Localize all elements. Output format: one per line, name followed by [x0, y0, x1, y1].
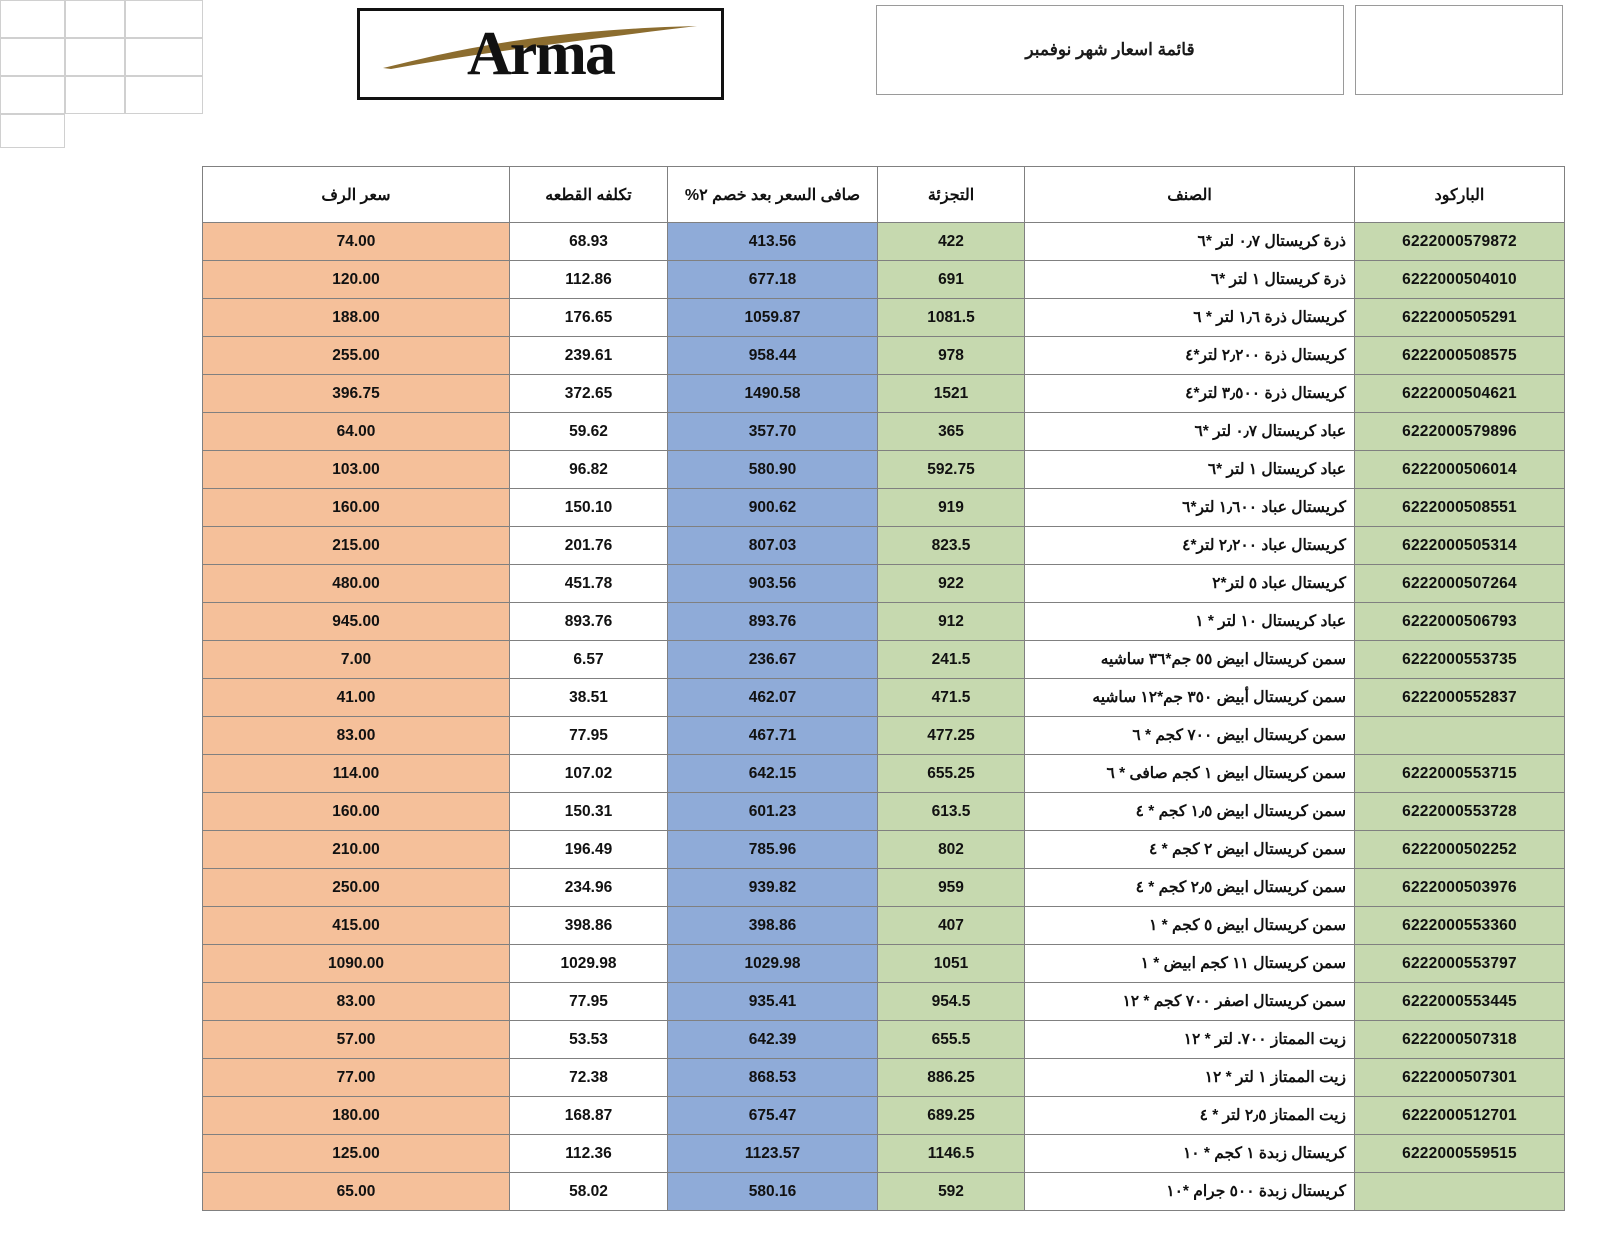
cell-net: 785.96 — [668, 831, 878, 869]
cell-name: كريستال زبدة ١ كجم * ١٠ — [1025, 1135, 1355, 1173]
cell-retail: 823.5 — [878, 527, 1025, 565]
cell-shelf: 83.00 — [203, 717, 510, 755]
cell-net: 580.16 — [668, 1173, 878, 1211]
table-row — [203, 679, 1565, 717]
table-row — [203, 413, 1565, 451]
cell-shelf: 180.00 — [203, 1097, 510, 1135]
col-header-name: الصنف — [1025, 167, 1355, 223]
table-row — [203, 1173, 1565, 1211]
cell-cost: 451.78 — [510, 565, 668, 603]
cell-name: كريستال ذرة ١٫٦ لتر * ٦ — [1025, 299, 1355, 337]
cell-barcode: 6222000502252 — [1355, 831, 1565, 869]
cell-barcode: 6222000553445 — [1355, 983, 1565, 1021]
cell-name: زيت الممتاز ٢٫٥ لتر * ٤ — [1025, 1097, 1355, 1135]
cell-cost: 201.76 — [510, 527, 668, 565]
cell-net: 462.07 — [668, 679, 878, 717]
cell-net: 398.86 — [668, 907, 878, 945]
table-row — [203, 1021, 1565, 1059]
table-row — [203, 983, 1565, 1021]
cell-shelf: 74.00 — [203, 223, 510, 261]
cell-retail: 655.5 — [878, 1021, 1025, 1059]
cell-barcode: 6222000579872 — [1355, 223, 1565, 261]
cell-retail: 959 — [878, 869, 1025, 907]
cell-retail: 471.5 — [878, 679, 1025, 717]
cell-net: 868.53 — [668, 1059, 878, 1097]
cell-name: ذرة كريستال ١ لتر *٦ — [1025, 261, 1355, 299]
cell-net: 642.15 — [668, 755, 878, 793]
page-title: قائمة اسعار شهر نوفمبر — [876, 5, 1344, 95]
cell-cost: 77.95 — [510, 983, 668, 1021]
cell-name: سمن كريستال ابيض ٥٥ جم*٣٦ ساشيه — [1025, 641, 1355, 679]
cell-retail: 422 — [878, 223, 1025, 261]
cell-name: زيت الممتاز ٧٠٠. لتر * ١٢ — [1025, 1021, 1355, 1059]
cell-cost: 59.62 — [510, 413, 668, 451]
cell-retail: 1081.5 — [878, 299, 1025, 337]
table-row — [203, 527, 1565, 565]
cell-net: 601.23 — [668, 793, 878, 831]
cell-shelf: 160.00 — [203, 489, 510, 527]
table-row — [203, 1059, 1565, 1097]
cell-shelf: 415.00 — [203, 907, 510, 945]
cell-retail: 1051 — [878, 945, 1025, 983]
cell-cost: 196.49 — [510, 831, 668, 869]
cell-net: 958.44 — [668, 337, 878, 375]
price-table — [202, 166, 1565, 1211]
cell-barcode: 6222000579896 — [1355, 413, 1565, 451]
cell-net: 1490.58 — [668, 375, 878, 413]
cell-name: سمن كريستال ابيض ٢ كجم * ٤ — [1025, 831, 1355, 869]
cell-cost: 893.76 — [510, 603, 668, 641]
cell-shelf: 210.00 — [203, 831, 510, 869]
cell-shelf: 945.00 — [203, 603, 510, 641]
cell-net: 580.90 — [668, 451, 878, 489]
cell-net: 357.70 — [668, 413, 878, 451]
empty-cell — [0, 76, 65, 114]
cell-name: كريستال عباد ٥ لتر*٢ — [1025, 565, 1355, 603]
cell-name: سمن كريستال ابيض ٧٠٠ كجم * ٦ — [1025, 717, 1355, 755]
table-row — [203, 299, 1565, 337]
table-row — [203, 261, 1565, 299]
cell-name: زيت الممتاز ١ لتر * ١٢ — [1025, 1059, 1355, 1097]
cell-cost: 38.51 — [510, 679, 668, 717]
cell-shelf: 125.00 — [203, 1135, 510, 1173]
cell-name: سمن كريستال ابيض ٥ كجم * ١ — [1025, 907, 1355, 945]
cell-cost: 53.53 — [510, 1021, 668, 1059]
cell-net: 675.47 — [668, 1097, 878, 1135]
table-row — [203, 565, 1565, 603]
cell-cost: 58.02 — [510, 1173, 668, 1211]
cell-shelf: 114.00 — [203, 755, 510, 793]
cell-shelf: 7.00 — [203, 641, 510, 679]
empty-cell — [65, 76, 125, 114]
table-row — [203, 641, 1565, 679]
cell-cost: 107.02 — [510, 755, 668, 793]
cell-barcode: 6222000503976 — [1355, 869, 1565, 907]
cell-net: 677.18 — [668, 261, 878, 299]
cell-cost: 96.82 — [510, 451, 668, 489]
cell-barcode — [1355, 717, 1565, 755]
cell-cost: 398.86 — [510, 907, 668, 945]
cell-shelf: 103.00 — [203, 451, 510, 489]
cell-net: 413.56 — [668, 223, 878, 261]
cell-name: سمن كريستال ١١ كجم ابيض * ١ — [1025, 945, 1355, 983]
price-table-container — [203, 166, 1565, 1211]
cell-barcode: 6222000553715 — [1355, 755, 1565, 793]
cell-retail: 241.5 — [878, 641, 1025, 679]
table-header-row — [203, 167, 1565, 223]
cell-name: سمن كريستال ابيض ٢٫٥ كجم * ٤ — [1025, 869, 1355, 907]
header-empty-box — [1355, 5, 1563, 95]
cell-net: 900.62 — [668, 489, 878, 527]
cell-shelf: 64.00 — [203, 413, 510, 451]
cell-barcode: 6222000553360 — [1355, 907, 1565, 945]
table-row — [203, 717, 1565, 755]
cell-shelf: 480.00 — [203, 565, 510, 603]
cell-barcode: 6222000507318 — [1355, 1021, 1565, 1059]
table-row — [203, 869, 1565, 907]
table-row — [203, 337, 1565, 375]
table-row — [203, 1097, 1565, 1135]
cell-name: سمن كريستال ابيض ١ كجم صافى * ٦ — [1025, 755, 1355, 793]
col-header-retail: التجزئة — [878, 167, 1025, 223]
cell-name: كريستال ذرة ٢٫٢٠٠ لتر*٤ — [1025, 337, 1355, 375]
cell-retail: 592 — [878, 1173, 1025, 1211]
cell-barcode: 6222000512701 — [1355, 1097, 1565, 1135]
cell-retail: 689.25 — [878, 1097, 1025, 1135]
cell-barcode: 6222000506793 — [1355, 603, 1565, 641]
cell-cost: 372.65 — [510, 375, 668, 413]
cell-name: عباد كريستال ١٠ لتر * ١ — [1025, 603, 1355, 641]
table-row — [203, 223, 1565, 261]
cell-shelf: 57.00 — [203, 1021, 510, 1059]
arma-logo — [357, 8, 724, 100]
logo-artwork — [371, 16, 711, 92]
cell-cost: 168.87 — [510, 1097, 668, 1135]
cell-retail: 919 — [878, 489, 1025, 527]
cell-shelf: 83.00 — [203, 983, 510, 1021]
cell-cost: 68.93 — [510, 223, 668, 261]
cell-retail: 802 — [878, 831, 1025, 869]
empty-cell — [125, 38, 203, 76]
cell-net: 1059.87 — [668, 299, 878, 337]
col-header-cost: تكلفه القطعه — [510, 167, 668, 223]
cell-shelf: 77.00 — [203, 1059, 510, 1097]
cell-shelf: 215.00 — [203, 527, 510, 565]
table-row — [203, 831, 1565, 869]
cell-net: 236.67 — [668, 641, 878, 679]
cell-shelf: 41.00 — [203, 679, 510, 717]
cell-name: كريستال عباد ٢٫٢٠٠ لتر*٤ — [1025, 527, 1355, 565]
cell-barcode: 6222000553797 — [1355, 945, 1565, 983]
cell-net: 903.56 — [668, 565, 878, 603]
cell-cost: 234.96 — [510, 869, 668, 907]
cell-retail: 691 — [878, 261, 1025, 299]
cell-name: كريستال عباد ١٫٦٠٠ لتر*٦ — [1025, 489, 1355, 527]
cell-retail: 1146.5 — [878, 1135, 1025, 1173]
logo-text: Arma — [467, 19, 614, 88]
empty-cell — [125, 76, 203, 114]
cell-net: 893.76 — [668, 603, 878, 641]
table-row — [203, 451, 1565, 489]
cell-retail: 365 — [878, 413, 1025, 451]
cell-barcode: 6222000553728 — [1355, 793, 1565, 831]
col-header-barcode: الباركود — [1355, 167, 1565, 223]
empty-cell — [0, 114, 65, 148]
cell-net: 935.41 — [668, 983, 878, 1021]
cell-retail: 922 — [878, 565, 1025, 603]
price-table-body — [203, 223, 1565, 1211]
cell-cost: 112.36 — [510, 1135, 668, 1173]
cell-shelf: 396.75 — [203, 375, 510, 413]
cell-name: سمن كريستال ابيض ١٫٥ كجم * ٤ — [1025, 793, 1355, 831]
cell-shelf: 188.00 — [203, 299, 510, 337]
cell-shelf: 250.00 — [203, 869, 510, 907]
cell-cost: 150.10 — [510, 489, 668, 527]
cell-barcode: 6222000505314 — [1355, 527, 1565, 565]
cell-shelf: 1090.00 — [203, 945, 510, 983]
table-row — [203, 489, 1565, 527]
cell-name: كريستال زبدة ٥٠٠ جرام *١٠ — [1025, 1173, 1355, 1211]
cell-shelf: 255.00 — [203, 337, 510, 375]
cell-barcode: 6222000507301 — [1355, 1059, 1565, 1097]
cell-name: عباد كريستال ١ لتر *٦ — [1025, 451, 1355, 489]
cell-name: كريستال ذرة ٣٫٥٠٠ لتر*٤ — [1025, 375, 1355, 413]
cell-name: ذرة كريستال ٠٫٧ لتر *٦ — [1025, 223, 1355, 261]
cell-barcode: 6222000505291 — [1355, 299, 1565, 337]
empty-cell — [65, 38, 125, 76]
table-row — [203, 603, 1565, 641]
table-row — [203, 907, 1565, 945]
table-row — [203, 945, 1565, 983]
cell-barcode — [1355, 1173, 1565, 1211]
cell-retail: 912 — [878, 603, 1025, 641]
cell-net: 1123.57 — [668, 1135, 878, 1173]
cell-cost: 1029.98 — [510, 945, 668, 983]
cell-cost: 150.31 — [510, 793, 668, 831]
cell-retail: 655.25 — [878, 755, 1025, 793]
col-header-shelf: سعر الرف — [203, 167, 510, 223]
cell-barcode: 6222000553735 — [1355, 641, 1565, 679]
cell-barcode: 6222000508575 — [1355, 337, 1565, 375]
cell-barcode: 6222000506014 — [1355, 451, 1565, 489]
cell-retail: 592.75 — [878, 451, 1025, 489]
cell-retail: 1521 — [878, 375, 1025, 413]
cell-net: 939.82 — [668, 869, 878, 907]
col-header-net: صافى السعر بعد خصم ٢% — [668, 167, 878, 223]
cell-name: عباد كريستال ٠٫٧ لتر *٦ — [1025, 413, 1355, 451]
cell-name: سمن كريستال اصفر ٧٠٠ كجم * ١٢ — [1025, 983, 1355, 1021]
cell-cost: 112.86 — [510, 261, 668, 299]
empty-cell — [65, 0, 125, 38]
cell-cost: 72.38 — [510, 1059, 668, 1097]
empty-cell — [0, 0, 65, 38]
table-row — [203, 1135, 1565, 1173]
cell-shelf: 160.00 — [203, 793, 510, 831]
table-row — [203, 755, 1565, 793]
cell-net: 467.71 — [668, 717, 878, 755]
header-band — [0, 0, 1600, 148]
cell-shelf: 120.00 — [203, 261, 510, 299]
cell-barcode: 6222000552837 — [1355, 679, 1565, 717]
cell-barcode: 6222000504621 — [1355, 375, 1565, 413]
cell-barcode: 6222000507264 — [1355, 565, 1565, 603]
cell-barcode: 6222000508551 — [1355, 489, 1565, 527]
cell-retail: 407 — [878, 907, 1025, 945]
cell-shelf: 65.00 — [203, 1173, 510, 1211]
cell-retail: 477.25 — [878, 717, 1025, 755]
cell-retail: 886.25 — [878, 1059, 1025, 1097]
table-row — [203, 793, 1565, 831]
cell-cost: 77.95 — [510, 717, 668, 755]
empty-cell — [125, 0, 203, 38]
cell-net: 642.39 — [668, 1021, 878, 1059]
cell-net: 807.03 — [668, 527, 878, 565]
cell-cost: 6.57 — [510, 641, 668, 679]
cell-net: 1029.98 — [668, 945, 878, 983]
cell-barcode: 6222000504010 — [1355, 261, 1565, 299]
cell-cost: 239.61 — [510, 337, 668, 375]
empty-cell — [0, 38, 65, 76]
cell-retail: 954.5 — [878, 983, 1025, 1021]
cell-retail: 978 — [878, 337, 1025, 375]
cell-name: سمن كريستال أبيض ٣٥٠ جم*١٢ ساشيه — [1025, 679, 1355, 717]
cell-cost: 176.65 — [510, 299, 668, 337]
cell-retail: 613.5 — [878, 793, 1025, 831]
cell-barcode: 6222000559515 — [1355, 1135, 1565, 1173]
table-row — [203, 375, 1565, 413]
